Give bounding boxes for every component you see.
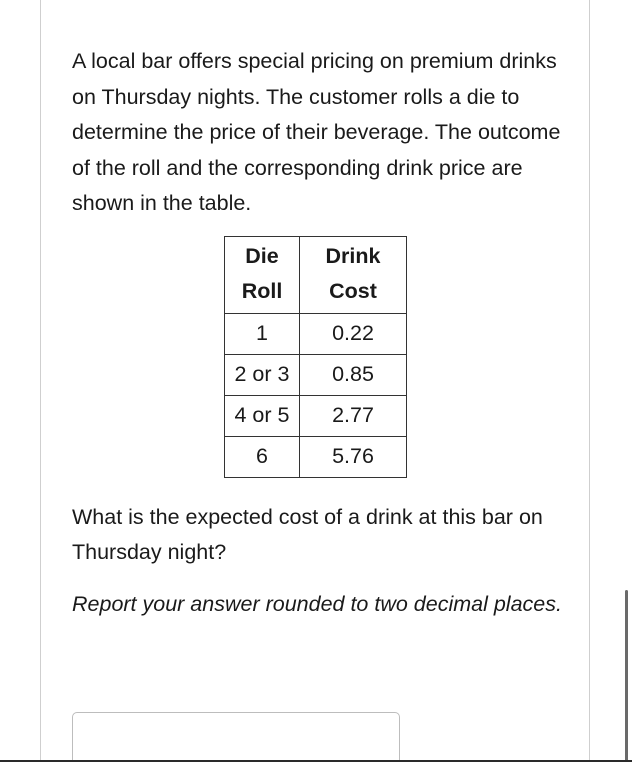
answer-input[interactable] — [72, 712, 400, 762]
content-frame-left-border — [40, 0, 41, 762]
table-header-row — [225, 236, 407, 313]
table-cell-drink-cost: 0.85 — [300, 354, 407, 395]
table-cell-die-roll: 1 — [225, 313, 300, 354]
price-table — [224, 236, 407, 478]
instruction-text: Report your answer rounded to two decimal places. — [72, 591, 562, 616]
table-row — [225, 436, 407, 477]
table-row — [225, 395, 407, 436]
price-table-container — [224, 236, 572, 478]
table-cell-drink-cost: 5.76 — [300, 436, 407, 477]
table-cell-drink-cost: 0.22 — [300, 313, 407, 354]
table-cell-die-roll: 6 — [225, 436, 300, 477]
question-text: What is the expected cost of a drink at this bar on Thursday night? — [72, 504, 543, 564]
table-cell-die-roll: 2 or 3 — [225, 354, 300, 395]
problem-intro: A local bar offers special pricing on premium drinks on Thursday nights. The customer rolls a die to determine the price of their beverage. The outcome of the roll and the corresponding drink price are shown in the table. — [72, 49, 561, 215]
problem-content — [72, 44, 572, 622]
table-row — [225, 354, 407, 395]
table-row — [225, 313, 407, 354]
table-cell-die-roll: 4 or 5 — [225, 395, 300, 436]
content-frame-right-border — [589, 0, 590, 762]
scrollbar-thumb[interactable] — [625, 590, 628, 762]
table-header-die-roll: Die Roll — [225, 236, 300, 313]
table-cell-drink-cost: 2.77 — [300, 395, 407, 436]
table-header-drink-cost: Drink Cost — [300, 236, 407, 313]
